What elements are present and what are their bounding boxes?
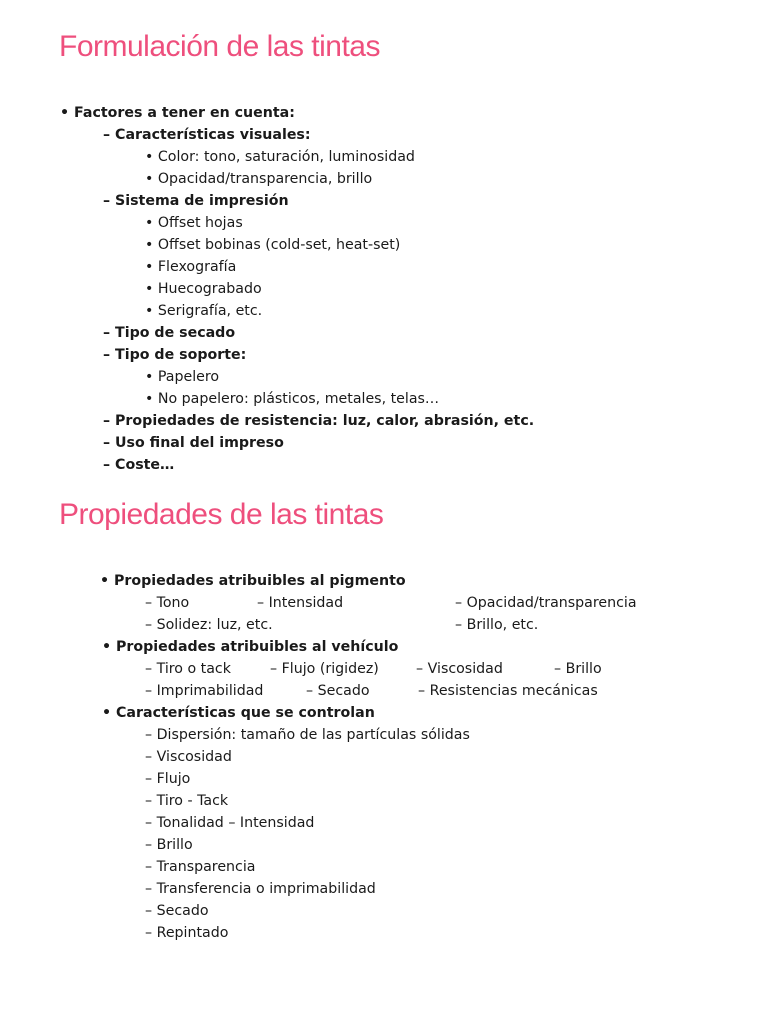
pigment-properties-label: • Propiedades atribuibles al pigmento xyxy=(100,573,406,589)
list-item: – Viscosidad xyxy=(145,749,232,765)
list-item: • No papelero: plásticos, metales, telas… xyxy=(145,391,440,407)
list-item: • Serigrafía, etc. xyxy=(145,303,263,319)
list-item: – Tiro o tack xyxy=(145,661,231,677)
cost-label: – Coste… xyxy=(103,457,175,473)
list-item: • Papelero xyxy=(145,369,220,385)
list-item: – Intensidad xyxy=(257,595,344,611)
list-item: • Huecograbado xyxy=(145,281,262,297)
vehicle-properties-label: • Propiedades atribuibles al vehículo xyxy=(102,639,399,655)
list-item: – Flujo (rigidez) xyxy=(270,661,379,677)
visual-characteristics-label: – Características visuales: xyxy=(103,127,311,143)
list-item: – Tiro - Tack xyxy=(145,793,229,809)
section-title-formulacion: Formulación de las tintas xyxy=(59,30,380,63)
drying-type-label: – Tipo de secado xyxy=(103,325,236,341)
list-item: – Brillo, etc. xyxy=(455,617,539,633)
list-item: • Opacidad/transparencia, brillo xyxy=(145,171,373,187)
list-item: – Secado xyxy=(145,903,209,919)
list-item: – Imprimabilidad xyxy=(145,683,264,699)
list-item: • Offset bobinas (cold-set, heat-set) xyxy=(145,237,401,253)
list-item: – Tono xyxy=(145,595,190,611)
end-use-label: – Uso final del impreso xyxy=(103,435,284,451)
list-item: – Resistencias mecánicas xyxy=(418,683,598,699)
list-item: – Brillo xyxy=(554,661,602,677)
list-item: – Transferencia o imprimabilidad xyxy=(145,881,376,897)
support-type-label: – Tipo de soporte: xyxy=(103,347,247,363)
list-item: – Flujo xyxy=(145,771,191,787)
list-item: – Solidez: luz, etc. xyxy=(145,617,273,633)
controlled-characteristics-label: • Características que se controlan xyxy=(102,705,375,721)
factors-heading: • Factores a tener en cuenta: xyxy=(60,105,295,121)
list-item: • Offset hojas xyxy=(145,215,243,231)
list-item: – Viscosidad xyxy=(416,661,503,677)
list-item: – Brillo xyxy=(145,837,193,853)
list-item: – Opacidad/transparencia xyxy=(455,595,637,611)
list-item: – Tonalidad – Intensidad xyxy=(145,815,315,831)
list-item: – Secado xyxy=(306,683,370,699)
list-item: – Transparencia xyxy=(145,859,256,875)
list-item: • Flexografía xyxy=(145,259,237,275)
list-item: • Color: tono, saturación, luminosidad xyxy=(145,149,415,165)
list-item: – Repintado xyxy=(145,925,229,941)
list-item: – Dispersión: tamaño de las partículas sólidas xyxy=(145,727,470,743)
section-title-propiedades: Propiedades de las tintas xyxy=(59,498,384,531)
resistance-properties-label: – Propiedades de resistencia: luz, calor, abrasión, etc. xyxy=(103,413,535,429)
printing-system-label: – Sistema de impresión xyxy=(103,193,289,209)
